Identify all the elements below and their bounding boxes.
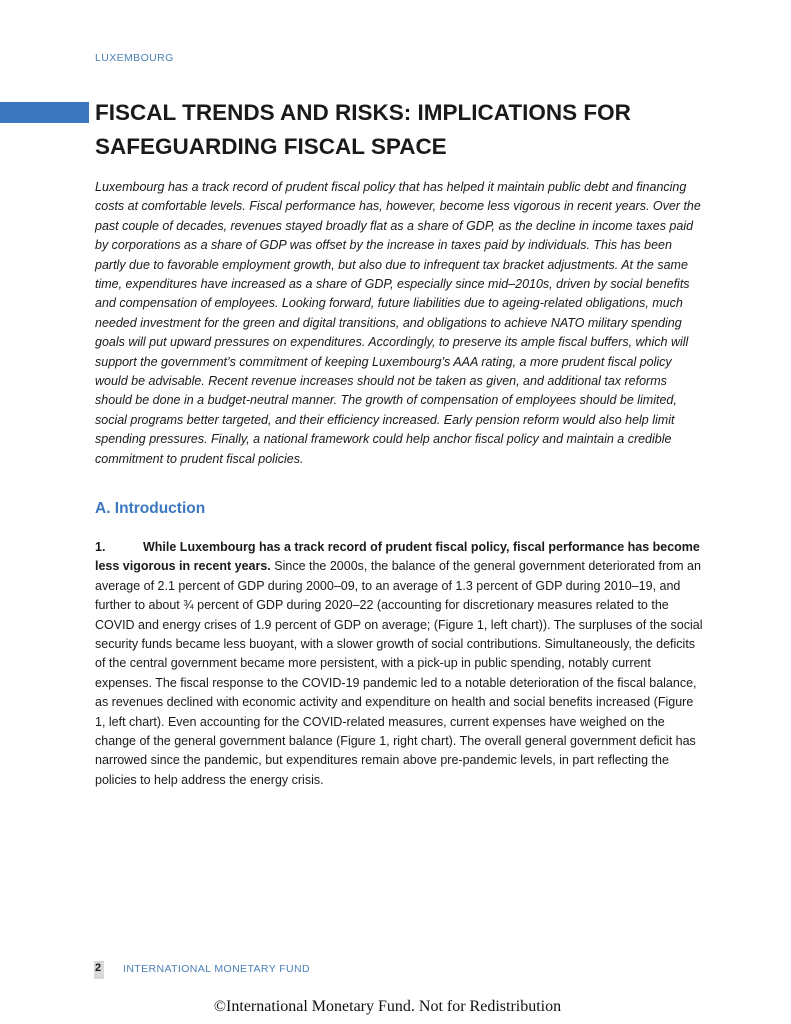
paragraph-number: 1. [95, 540, 106, 554]
paragraph-lead-sentence: While Luxembourg has a track record of prudent fiscal policy, fiscal performance has become less vigorous in recent years. [95, 540, 700, 574]
page-number: 2 [95, 962, 102, 974]
title-accent-bar [0, 102, 89, 123]
paragraph-body-text: Since the 2000s, the balance of the general government deteriorated from an average of 2.1 percent of GDP during 2000–09, to an average of 1.3 percent of GDP during 2010–19, and further to about ¾ percent of GDP during 2020–22 (accounting for discretionary measures related to the COVID and energy crises of 1.9 percent of GDP on average; (Figure 1, left chart)). The surpluses of the social security funds became less buoyant, with a slower growth of social contributions. Simultaneously, the deficits of the central government became more persistent, with a pick-up in public spending, notably current expenses. The fiscal response to the COVID-19 pandemic led to a notable deterioration of the fiscal balance, as revenues declined with economic activity and expenditure on health and social benefits increased (Figure 1, left chart). Even accounting for the COVID-related measures, current expenses have weighed on the change of the general government balance (Figure 1, right chart). The overall general government deficit has narrowed since the pandemic, but expenditures remain above pre-pandemic levels, in part reflecting the policies to help address the energy crisis. [95, 559, 703, 787]
abstract-paragraph: Luxembourg has a track record of prudent fiscal policy that has helped it maintain public debt and financing costs at comfortable levels. Fiscal performance has, however, become less vigorous in recent years. Over the past couple of decades, revenues stayed broadly flat as a share of GDP, as the decline in income taxes paid by corporations as a share of GDP was offset by the increase in taxes paid by individuals. This has been partly due to favorable employment growth, but also due to infrequent tax bracket adjustments. At the same time, expenditures have increased as a share of GDP, especially since mid–2010s, driven by social benefits and compensation of employees. Looking forward, future liabilities due to ageing-related obligations, much needed investment for the green and digital transitions, and obligations to achieve NATO military spending goals will put upward pressures on expenditures. Accordingly, to preserve its ample fiscal buffers, which will support the government’s commitment of keeping Luxembourg’s AAA rating, a more prudent fiscal policy would be advisable. Recent revenue increases should not be taken as given, and additional tax reforms should be done in a budget-neutral manner. The growth of compensation of employees should be limited, social programs better targeted, and their efficiency increased. Early pension reform would also help limit spending pressures. Finally, a national framework could help anchor fiscal policy and maintain a credible commitment to prudent fiscal policies. [95, 180, 701, 466]
page-title: FISCAL TRENDS AND RISKS: IMPLICATIONS FOR SAFEGUARDING FISCAL SPACE [95, 100, 631, 159]
copyright-notice: ©International Monetary Fund. Not for Redistribution [213, 998, 562, 1015]
running-footer-organization: INTERNATIONAL MONETARY FUND [123, 963, 310, 975]
section-heading-introduction: A. Introduction [95, 500, 206, 517]
body-paragraph-1 [95, 538, 705, 790]
running-header-country: LUXEMBOURG [95, 52, 174, 64]
